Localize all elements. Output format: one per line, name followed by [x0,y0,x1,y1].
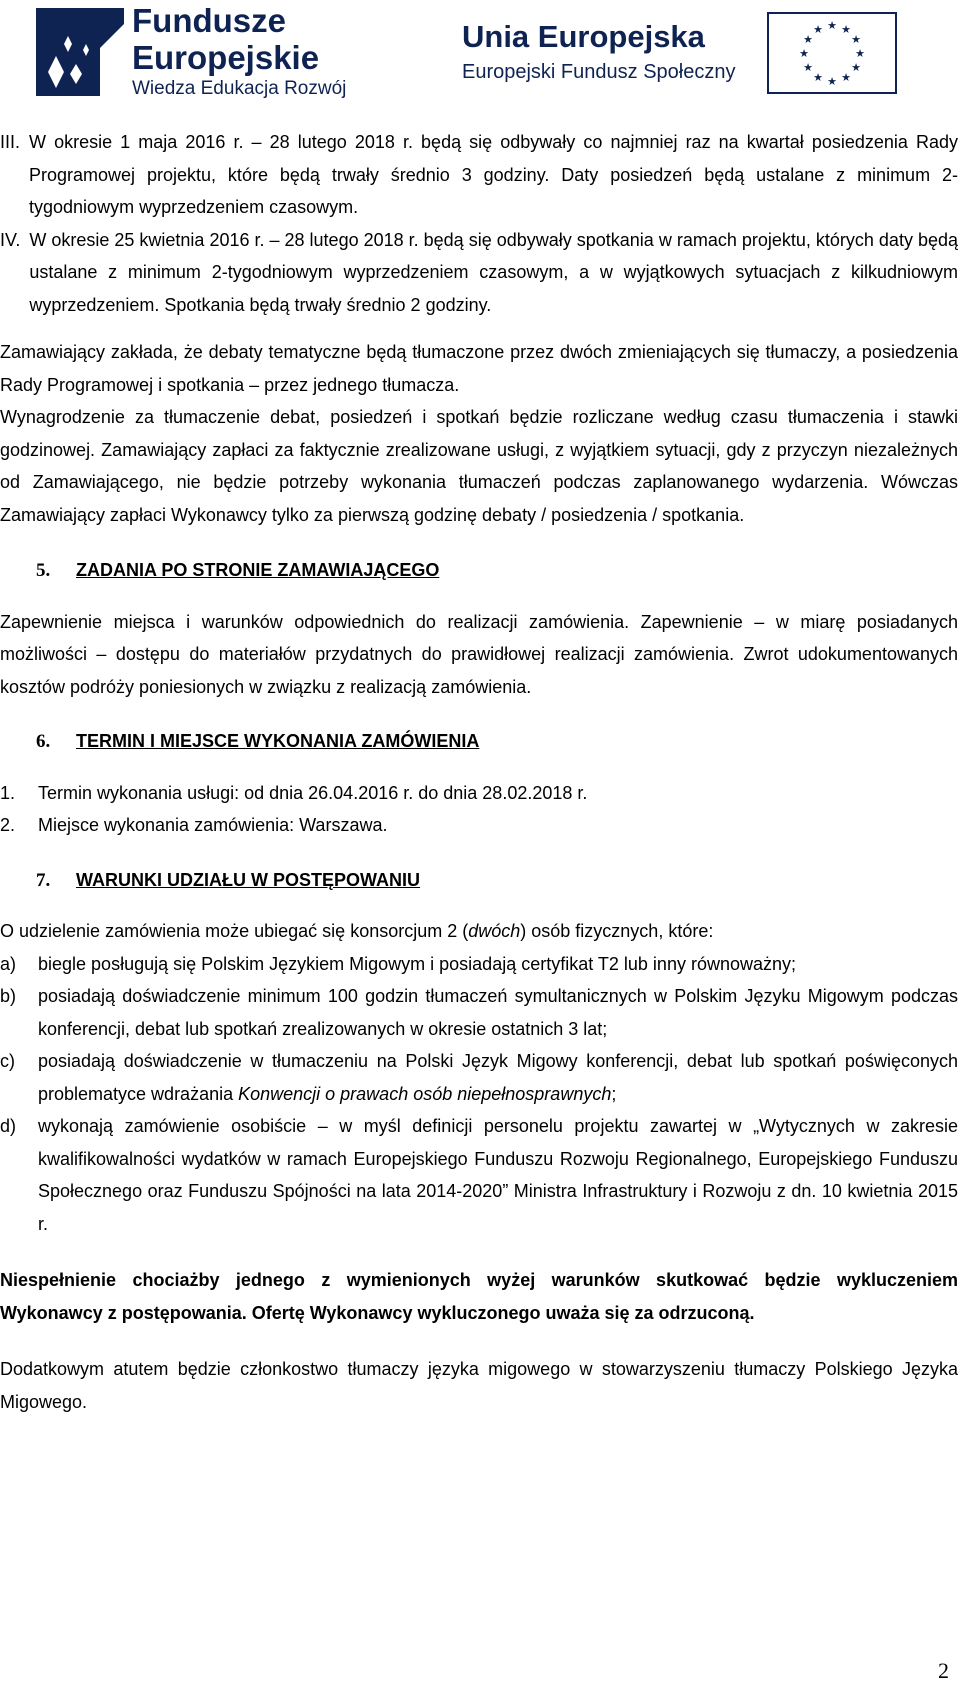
paragraph-iv [0,224,958,322]
paragraph-iv-number: IV. [0,229,21,250]
section-5-number: 5. [36,560,51,581]
logo-text-fundusze: Fundusze [132,2,286,39]
page-number: 2 [938,1658,949,1683]
section-7-intro: O udzielenie zamówienia może ubiegać się konsorcjum 2 (dwóch) osób fizycznych, które: [0,921,714,941]
page-header [0,0,960,110]
fundusze-europejskie-logo [28,2,428,102]
list-item: a) biegle posługują się Polskim Językiem Migowym i posiadają certyfikat T2 lub inny równoważny; [0,953,797,974]
svg-text:★: ★ [813,71,823,84]
logo-text-efs: Europejski Fundusz Społeczny [462,61,736,83]
svg-text:★: ★ [855,47,865,60]
section-7-conditions-list [0,948,958,1241]
list-item: 1. Termin wykonania usługi: od dnia 26.04.2016 r. do dnia 28.02.2018 r. [0,782,588,803]
section-5-text: Zapewnienie miejsca i warunków odpowiednich do realizacji zamówienia. Zapewnienie – w miarę posiadanych możliwości – dostępu do materiałów przydatnych do prawidłowej realizacji zamówienia. Zwrot udokumentowanych kosztów podróży poniesionych w związku z realizacją zamówienia. [0,611,958,697]
section-5-title: ZADANIA PO STRONIE ZAMAWIAJĄCEGO [76,560,440,580]
svg-text:★: ★ [841,23,851,36]
payment-paragraph: Wynagrodzenie za tłumaczenie debat, posiedzeń i spotkań będzie rozliczane według czasu tłumaczenia i stawki godzinowej. Zamawiający zapłaci za faktycznie zrealizowane usługi, z wyjątkiem sytuacji, gdy z przyczyn niezależnych od Zamawiającego, nie będzie potrzeby wykonania tłumaczeń podczas zaplanowanego wydarzenia. Wówczas Zamawiający zapłaci Wykonawcy tylko za pierwszą godzinę debaty / posiedzenia / spotkania. [0,407,958,525]
list-item: c) posiadają doświadczenie w tłumaczeniu na Polski Język Migowy konferencji, debat lub spotkań poświęconych problematyce wdrażania Konwencji o prawach osób niepełnosprawnych; [0,1051,958,1104]
bonus-paragraph: Dodatkowym atutem będzie członkostwo tłumaczy języka migowego w stowarzyszeniu tłumaczy Polskiego Języka Migowego. [0,1359,958,1412]
list-item: 2. Miejsce wykonania zamówienia: Warszawa. [0,815,388,835]
svg-text:★: ★ [799,47,809,60]
document-body [0,126,958,1418]
section-6-number: 6. [36,731,51,752]
section-6-heading [0,725,958,759]
section-7-number: 7. [36,869,51,891]
svg-text:★: ★ [851,61,861,74]
paragraph-iii [0,126,958,224]
svg-text:★: ★ [827,19,837,32]
logo-text-unia-europejska: Unia Europejska [462,19,705,54]
list-item: d) wykonają zamówienie osobiście – w myśl definicji personelu projektu zawartej w „Wytycznych w zakresie kwalifikowalności wydatków w ramach Europejskiego Funduszu Rozwoju Regionalnego, Europejskiego Funduszu Społecznego oraz Funduszu Spójności na lata 2014-2020” Ministra Infrastruktury i Rozwoju z dn. 10 kwietnia 2015 r. [0,1116,958,1234]
svg-text:★: ★ [813,23,823,36]
svg-text:★: ★ [803,33,813,46]
section-6-list [0,777,958,842]
section-7-title: WARUNKI UDZIAŁU W POSTĘPOWANIU [76,869,420,890]
fundusze-europejskie-mark-icon [28,4,124,100]
svg-text:★: ★ [827,75,837,88]
svg-text:★: ★ [803,61,813,74]
translators-paragraph: Zamawiający zakłada, że debaty tematyczne będą tłumaczone przez dwóch zmieniających się tłumaczy, a posiedzenia Rady Programowej i spotkania – przez jednego tłumacza. [0,342,958,395]
paragraph-iv-text: W okresie 25 kwietnia 2016 r. – 28 lutego 2018 r. będą się odbywały spotkania w ramach projektu, których daty będą ustalane z minimum 2-tygodniowym wyprzedzeniem czasowym, a w wyjątkowych sytuacjach z kilkudniowym wyprzedzeniem. Spotkania będą trwały średnio 2 godziny. [29,229,958,315]
svg-text:★: ★ [851,33,861,46]
exclusion-paragraph: Niespełnienie chociażby jednego z wymienionych wyżej warunków skutkować będzie wykluczeniem Wykonawcy z postępowania. Ofertę Wykonawcy wykluczonego uważa się za odrzuconą. [0,1270,958,1323]
svg-text:★: ★ [841,71,851,84]
section-5-heading [0,554,958,588]
paragraph-iii-text: W okresie 1 maja 2016 r. – 28 lutego 2018 r. będą się odbywały co najmniej raz na kwartał posiedzenia Rady Programowej projektu, które będą trwały średnio 3 godziny. Daty posiedzeń będą ustalane z minimum 2-tygodniowym wyprzedzeniem czasowym. [29,132,958,217]
list-item: b) posiadają doświadczenie minimum 100 godzin tłumaczeń symultanicznych w Polskim Języku Migowym podczas konferencji, debat lub spotkań zrealizowanych w okresie ostatnich 3 lat; [0,986,958,1039]
eu-flag-icon [767,12,897,94]
logo-text-tagline: Wiedza Edukacja Rozwój [132,78,347,99]
logo-text-europejskie: Europejskie [132,39,320,76]
section-6-title: TERMIN I MIEJSCE WYKONANIA ZAMÓWIENIA [76,731,480,751]
paragraph-iii-number: III. [0,132,21,152]
unia-europejska-logo [462,12,942,92]
section-7-heading [0,864,958,898]
